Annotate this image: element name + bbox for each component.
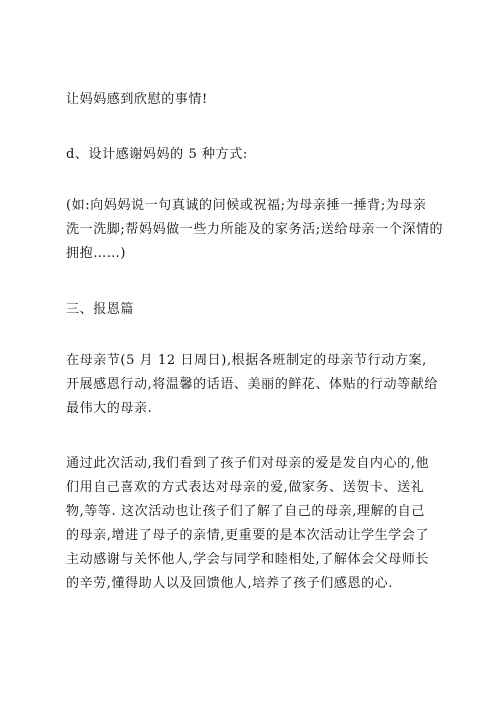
text-line: 让妈妈感到欣慰的事情! — [66, 92, 208, 107]
text-line: 通过此次活动,我们看到了孩子们对母亲的爱是发自内心的,他 — [66, 456, 430, 471]
text-line: 洗一洗脚;帮妈妈做一些力所能及的家务活;送给母亲一个深情的 — [66, 222, 444, 237]
paragraph-examples — [66, 194, 446, 266]
text-line: 三、报恩篇 — [66, 302, 135, 317]
text-line: 物,等等. 这次活动也让孩子们了解了自己的母亲,理解的自己 — [66, 504, 425, 519]
text-line: 最伟大的母亲. — [66, 401, 153, 416]
text-line: 拥抱……) — [66, 246, 127, 261]
text-line: (如:向妈妈说一句真诚的问候或祝福;为母亲捶一捶背;为母亲 — [66, 198, 427, 213]
paragraph-mothers-day-action — [66, 349, 446, 421]
text-line: 主动感谢与关怀他人,学会与同学和睦相处,了解体会父母师长 — [66, 552, 430, 567]
text-line: 的辛劳,懂得助人以及回馈他人,培养了孩子们感恩的心. — [66, 576, 393, 591]
text-line: 开展感恩行动,将温馨的话语、美丽的鲜花、体贴的行动等献给 — [66, 377, 438, 392]
paragraph-closing-line — [66, 88, 446, 112]
section-heading — [66, 298, 446, 322]
paragraph-subheading-d — [66, 143, 446, 167]
text-line: d、设计感谢妈妈的 5 种方式: — [66, 147, 248, 162]
text-line: 的母亲,增进了母子的亲情,更重要的是本次活动让学生学会了 — [66, 528, 430, 543]
paragraph-summary — [66, 452, 446, 596]
text-line: 在母亲节(5 月 12 日周日),根据各班制定的母亲节行动方案, — [66, 353, 427, 368]
text-line: 们用自己喜欢的方式表达对母亲的爱,做家务、送贺卡、送礼 — [66, 480, 425, 495]
